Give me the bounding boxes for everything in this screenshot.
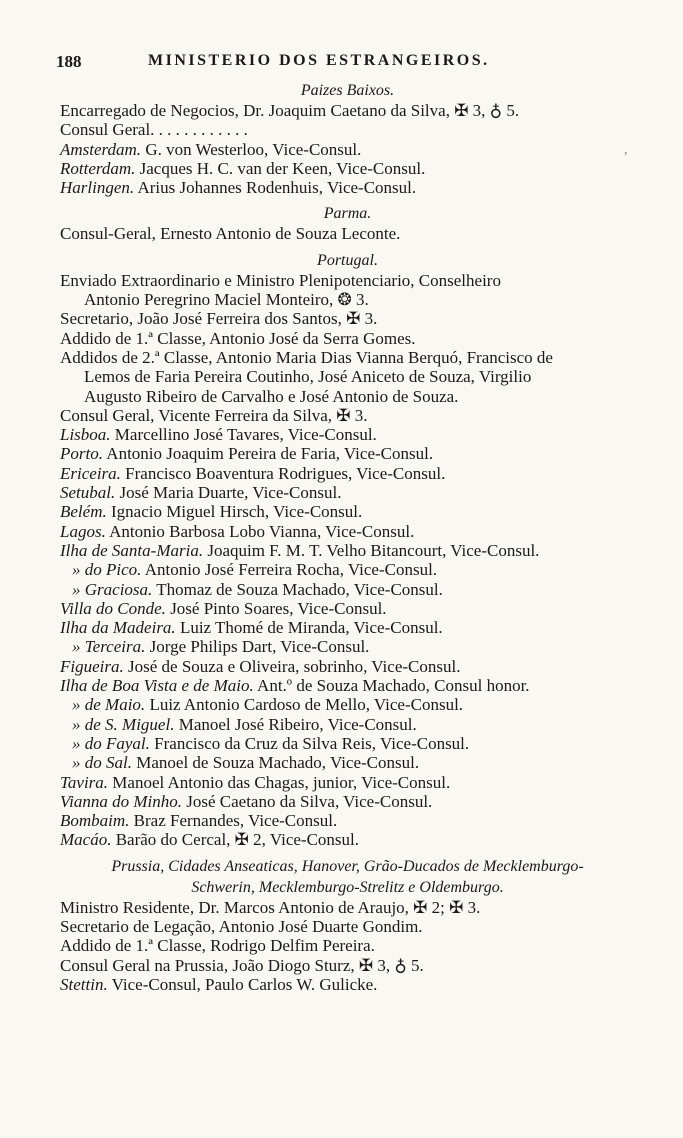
- entry-text: Manoel de Souza Machado, Vice-Consul.: [131, 753, 420, 773]
- entry-line: [60, 290, 635, 309]
- entry-line: [60, 734, 635, 753]
- entry-text: Manoel Antonio das Chagas, junior, Vice-Consul.: [108, 772, 451, 792]
- entry-text: Secretario, João José Ferreira dos Santos, ✠ 3.: [60, 309, 378, 329]
- entry-text: Arius Johannes Rodenhuis, Vice-Consul.: [134, 178, 417, 198]
- entry-text: Luiz Antonio Cardoso de Mello, Vice-Consul.: [145, 695, 464, 715]
- entry-text: Antonio Joaquim Pereira de Faria, Vice-Consul.: [102, 444, 434, 464]
- entry-line: [60, 522, 635, 541]
- place-name: Vianna do Minho.: [60, 791, 182, 811]
- entry-line: [60, 483, 635, 502]
- place-name: Macáo.: [60, 830, 112, 850]
- section-title: Parma.: [323, 205, 372, 223]
- entry-line: [60, 898, 635, 917]
- entry-text: Marcellino José Tavares, Vice-Consul.: [110, 425, 377, 445]
- place-name: » de S. Miguel.: [72, 714, 175, 734]
- entry-line: [60, 406, 635, 425]
- entry-text: Antonio Barbosa Lobo Vianna, Vice-Consul.: [105, 521, 415, 541]
- entry-line: [60, 101, 635, 120]
- place-name: » de Maio.: [72, 695, 146, 715]
- entry-line: [60, 502, 635, 521]
- place-name: Harlingen.: [60, 178, 135, 198]
- entry-line: [60, 637, 635, 656]
- entry-text: Luiz Thomé de Miranda, Vice-Consul.: [175, 618, 443, 638]
- place-name: Bombaim.: [60, 811, 130, 831]
- entry-text: Antonio Peregrino Maciel Monteiro, ❂ 3.: [84, 290, 369, 310]
- entry-line: [60, 753, 635, 772]
- entry-text: Encarregado de Negocios, Dr. Joaquim Caetano da Silva, ✠ 3, ♁ 5.: [60, 101, 520, 120]
- place-name: Setubal.: [60, 483, 116, 503]
- entry-text: G. von Westerloo, Vice-Consul.: [141, 139, 362, 159]
- place-name: Porto.: [60, 444, 103, 464]
- entry-line: [60, 618, 635, 637]
- entry-line: [60, 773, 635, 792]
- place-name: Ilha de Boa Vista e de Maio.: [60, 676, 254, 696]
- entry-text: Augusto Ribeiro de Carvalho e José Antonio de Souza.: [84, 386, 459, 406]
- entry-text: Consul Geral. . . . . . . . . . . .: [60, 120, 248, 140]
- section-title: Paizes Baixos.: [300, 82, 395, 99]
- entry-line: [60, 956, 635, 975]
- entry-line: [60, 120, 635, 139]
- entry-text: José Maria Duarte, Vice-Consul.: [115, 483, 342, 503]
- entry-text: Lemos de Faria Pereira Coutinho, José Aniceto de Souza, Virgilio: [84, 367, 532, 387]
- running-title: MINISTERIO DOS ESTRANGEIROS.: [148, 52, 490, 69]
- entry-line: [60, 387, 635, 406]
- entry-text: Braz Fernandes, Vice-Consul.: [129, 811, 338, 831]
- entry-text: Jorge Philips Dart, Vice-Consul.: [145, 637, 370, 657]
- place-name: » Graciosa.: [72, 579, 153, 599]
- entry-line: [60, 425, 635, 444]
- entry-text: Thomaz de Souza Machado, Vice-Consul.: [152, 579, 443, 599]
- entry-line: [60, 830, 635, 849]
- entry-text: Consul Geral na Prussia, João Diogo Sturz, ✠ 3, ♁ 5.: [60, 955, 424, 975]
- entry-line: [60, 792, 635, 811]
- entry-line: [60, 695, 635, 714]
- entry-text: Barão do Cercal, ✠ 2, Vice-Consul.: [111, 830, 360, 850]
- entry-text: Addido de 1.ª Classe, Antonio José da Serra Gomes.: [60, 328, 416, 348]
- entry-line: [60, 676, 635, 695]
- entry-line: [60, 329, 635, 348]
- place-name: » do Sal.: [72, 753, 132, 773]
- entry-text: Joaquim F. M. T. Velho Bitancourt, Vice-Consul.: [203, 540, 540, 560]
- place-name: » do Pico.: [72, 560, 142, 580]
- entry-line: [60, 348, 635, 367]
- place-name: Amsterdam.: [60, 139, 142, 159]
- entry-line: [60, 560, 635, 579]
- entry-line: [60, 811, 635, 830]
- entry-text: Francisco Boaventura Rodrigues, Vice-Consul.: [120, 463, 446, 483]
- entry-line: [60, 715, 635, 734]
- entry-text: Ignacio Miguel Hirsch, Vice-Consul.: [106, 502, 363, 522]
- entry-line: [60, 657, 635, 676]
- entry-line: [60, 178, 635, 197]
- entry-line: [60, 309, 635, 328]
- entry-line: [60, 599, 635, 618]
- place-name: Ilha da Madeira.: [60, 618, 176, 638]
- page-number: 188: [56, 52, 82, 71]
- entry-line: [60, 464, 635, 483]
- entry-line: [60, 444, 635, 463]
- entry-line: [60, 159, 635, 178]
- entry-text: Ministro Residente, Dr. Marcos Antonio de Araujo, ✠ 2; ✠ 3.: [60, 897, 481, 917]
- place-name: Rotterdam.: [60, 158, 136, 178]
- entry-text: José de Souza e Oliveira, sobrinho, Vice-Consul.: [123, 656, 461, 676]
- entry-line: [60, 224, 635, 243]
- entry-line: [60, 140, 635, 159]
- entry-text: Enviado Extraordinario e Ministro Plenipotenciario, Conselheiro: [60, 270, 501, 290]
- place-name: Tavira.: [60, 772, 109, 792]
- place-name: » Terceira.: [72, 637, 146, 657]
- entry-line: [60, 271, 635, 290]
- entry-text: Jacques H. C. van der Keen, Vice-Consul.: [135, 158, 426, 178]
- entry-text: Francisco da Cruz da Silva Reis, Vice-Consul.: [149, 733, 470, 753]
- section-title: Portugal.: [317, 251, 378, 269]
- place-name: Figueira.: [60, 656, 124, 676]
- entry-text: Vice-Consul, Paulo Carlos W. Gulicke.: [107, 974, 378, 994]
- margin-mark: ʼ: [623, 150, 628, 165]
- entry-line: [60, 917, 635, 936]
- entry-text: José Pinto Soares, Vice-Consul.: [165, 598, 387, 618]
- entry-text: Secretario de Legação, Antonio José Duarte Gondim.: [60, 916, 423, 936]
- entry-text: Antonio José Ferreira Rocha, Vice-Consul.: [141, 560, 438, 580]
- place-name: Ericeira.: [60, 463, 121, 483]
- entry-text: Manoel José Ribeiro, Vice-Consul.: [174, 714, 417, 734]
- document-body: [60, 80, 635, 994]
- entry-text: Addido de 1.ª Classe, Rodrigo Delfim Pereira.: [60, 936, 375, 956]
- entry-line: [60, 936, 635, 955]
- place-name: Lisboa.: [60, 425, 111, 445]
- entry-line: [60, 541, 635, 560]
- entry-text: Ant.º de Souza Machado, Consul honor.: [253, 676, 530, 696]
- entry-text: Consul Geral, Vicente Ferreira da Silva, ✠ 3.: [60, 405, 368, 425]
- place-name: Lagos.: [60, 521, 106, 541]
- entry-line: [60, 580, 635, 599]
- entry-text: Consul-Geral, Ernesto Antonio de Souza Leconte.: [60, 224, 401, 244]
- section-title: Schwerin, Mecklemburgo-Strelitz e Oldemburgo.: [191, 878, 504, 896]
- place-name: Stettin.: [60, 974, 108, 994]
- place-name: Belém.: [60, 502, 107, 522]
- entry-text: Addidos de 2.ª Classe, Antonio Maria Dias Vianna Berquó, Francisco de: [60, 347, 553, 367]
- place-name: Ilha de Santa-Maria.: [60, 540, 204, 560]
- entry-line: [60, 367, 635, 386]
- place-name: Villa do Conde.: [60, 598, 166, 618]
- entry-text: José Caetano da Silva, Vice-Consul.: [181, 791, 433, 811]
- entry-line: [60, 975, 635, 994]
- section-title: Prussia, Cidades Anseaticas, Hanover, Grão-Ducados de Mecklemburgo-: [111, 857, 584, 875]
- place-name: » do Fayal.: [72, 733, 150, 753]
- page-header: [56, 52, 636, 76]
